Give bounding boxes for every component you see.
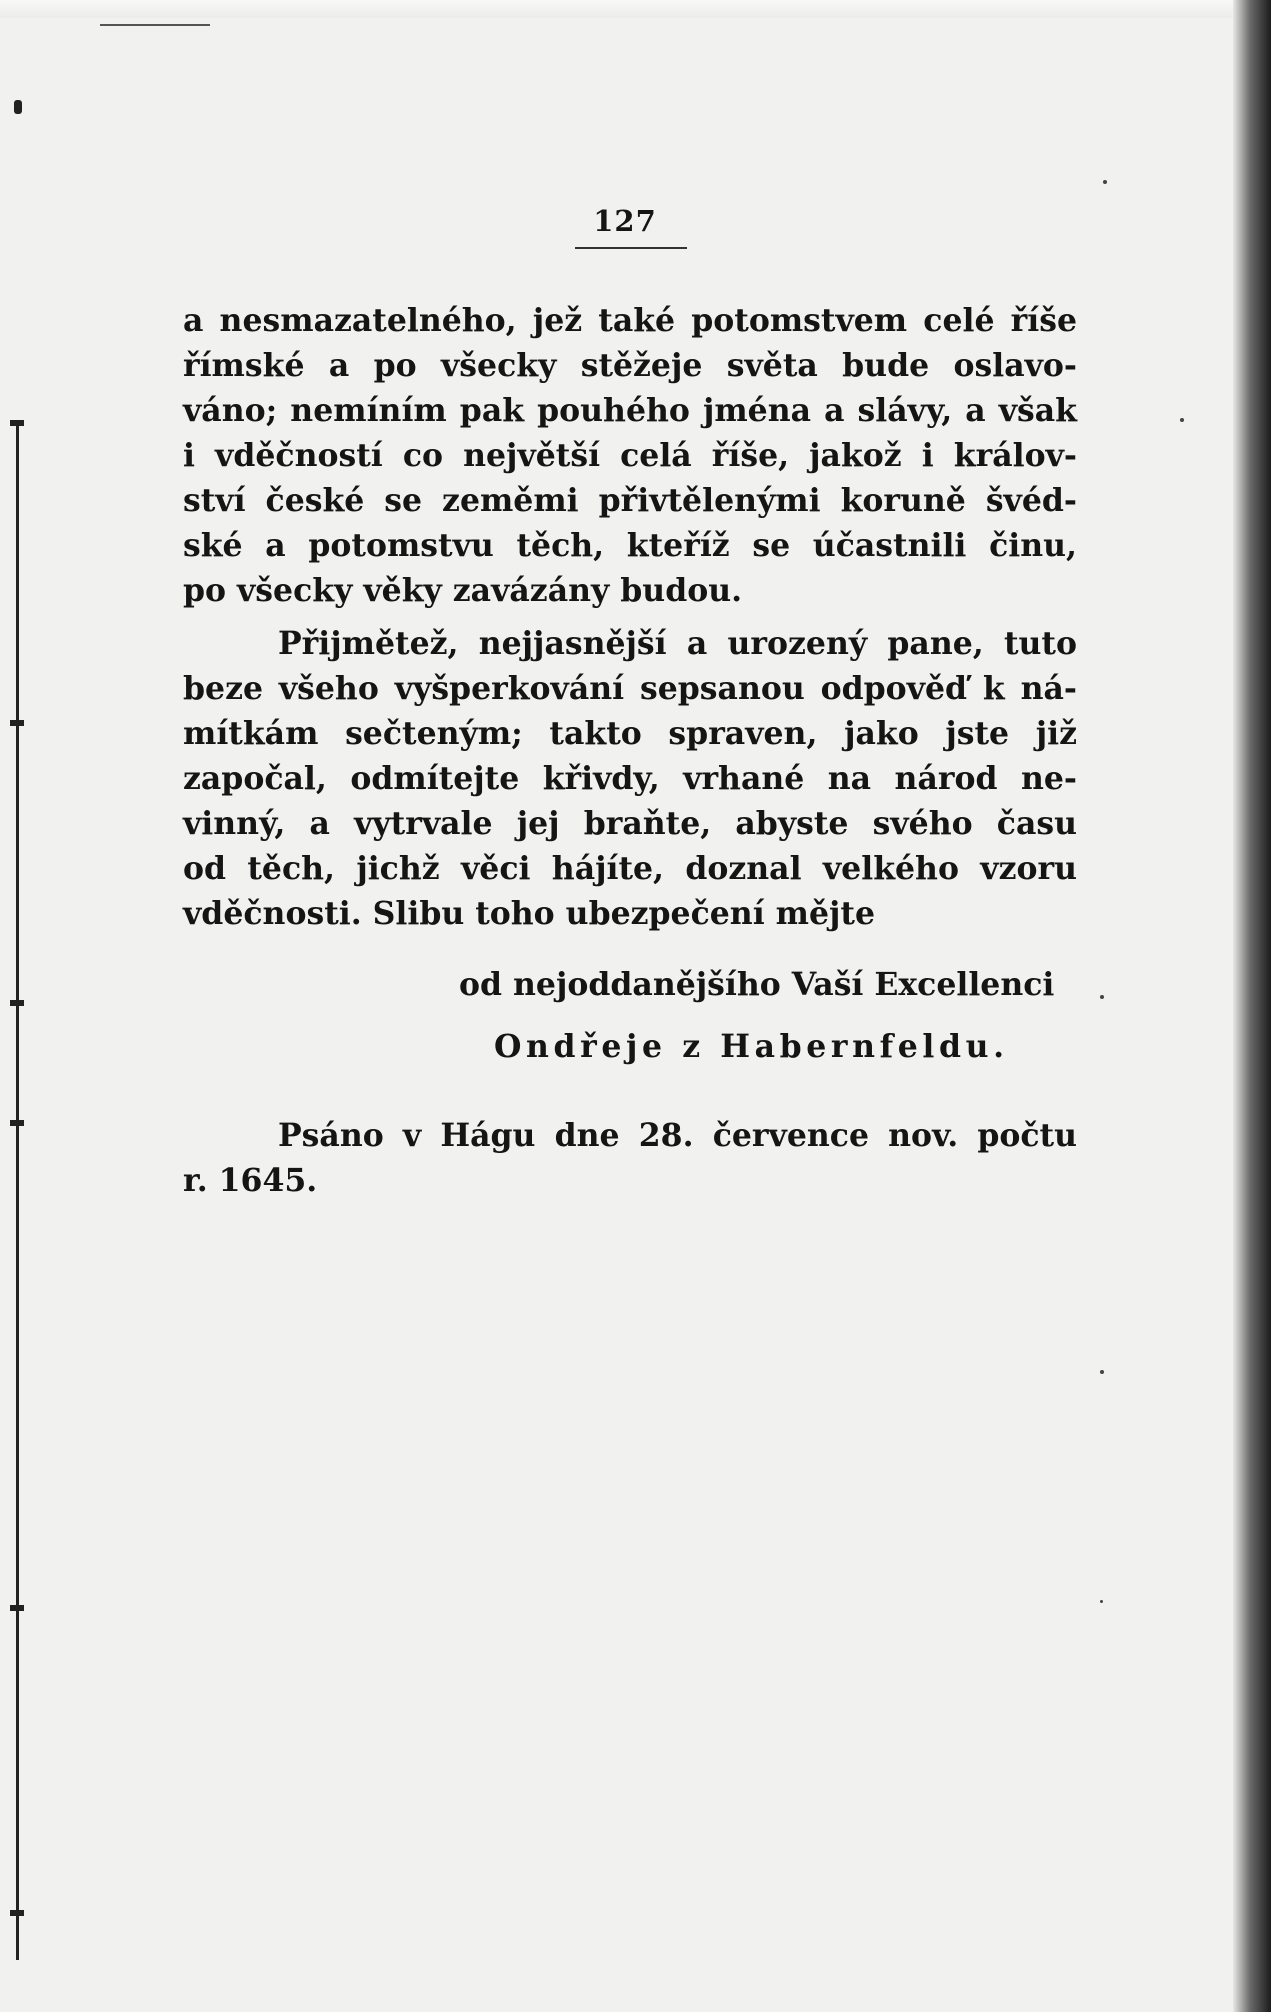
binding-stitch [10,1120,24,1126]
binding-thread [10,420,24,1960]
binding-stitch [10,1910,24,1916]
text-line: Přijmětež, nejjasnější a urozený pane, tuto [278,625,1077,662]
text-line: ské a potomstvu těch, kteříž se účastnili činu, [183,527,1077,564]
closing-line: od nejoddanějšího Vaší Excellenci [459,966,1055,1003]
paper-speck [1100,1370,1104,1374]
page-number: 127 [593,204,657,238]
paper-speck [1100,1600,1103,1603]
page-right-edge-shadow [1233,0,1271,2012]
text-line: po všecky věky zavázány budou. [183,572,743,609]
text-line: mítkám sečteným; takto spraven, jako jste již [183,715,1077,752]
binding-stitch [10,1605,24,1611]
text-line: od těch, jichž věci hájíte, doznal velkého vzoru [183,850,1077,887]
paragraph-1 [183,298,1077,613]
text-line: r. 1645. [183,1162,318,1199]
paper-speck [1180,418,1184,422]
paper-speck [1103,180,1107,184]
signature: Ondřeje z Habernfeldu. [494,1028,1009,1065]
text-line: Psáno v Hágu dne 28. července nov. počtu [278,1117,1077,1154]
page-top-edge [0,0,1271,18]
text-line: i vděčností co největší celá říše, jakož i králov- [183,437,1077,474]
page-number-rule [575,247,687,249]
text-line: římské a po všecky stěžeje světa bude oslavo- [183,347,1077,384]
binding-stitch [10,720,24,726]
text-line: a nesmazatelného, jež také potomstvem celé říše [183,302,1077,339]
paragraph-2 [183,621,1077,936]
binding-line [16,420,19,1960]
text-line: vděčnosti. Slibu toho ubezpečení mějte [183,895,876,932]
binding-stitch [10,1000,24,1006]
text-line: beze všeho vyšperkování sepsanou odpověď k ná- [183,670,1077,707]
top-border-mark [100,24,210,26]
binding-top-tick [14,100,22,114]
binding-stitch [10,420,24,426]
text-line: započal, odmítejte křivdy, vrhané na národ ne- [183,760,1077,797]
text-line: ství české se zeměmi přivtělenými koruně švéd- [183,482,1077,519]
text-line: vinný, a vytrvale jej braňte, abyste svého času [183,805,1077,842]
text-line: váno; nemíním pak pouhého jména a slávy, a však [183,392,1077,429]
paper-speck [1100,995,1104,999]
dateline [183,1113,1077,1203]
